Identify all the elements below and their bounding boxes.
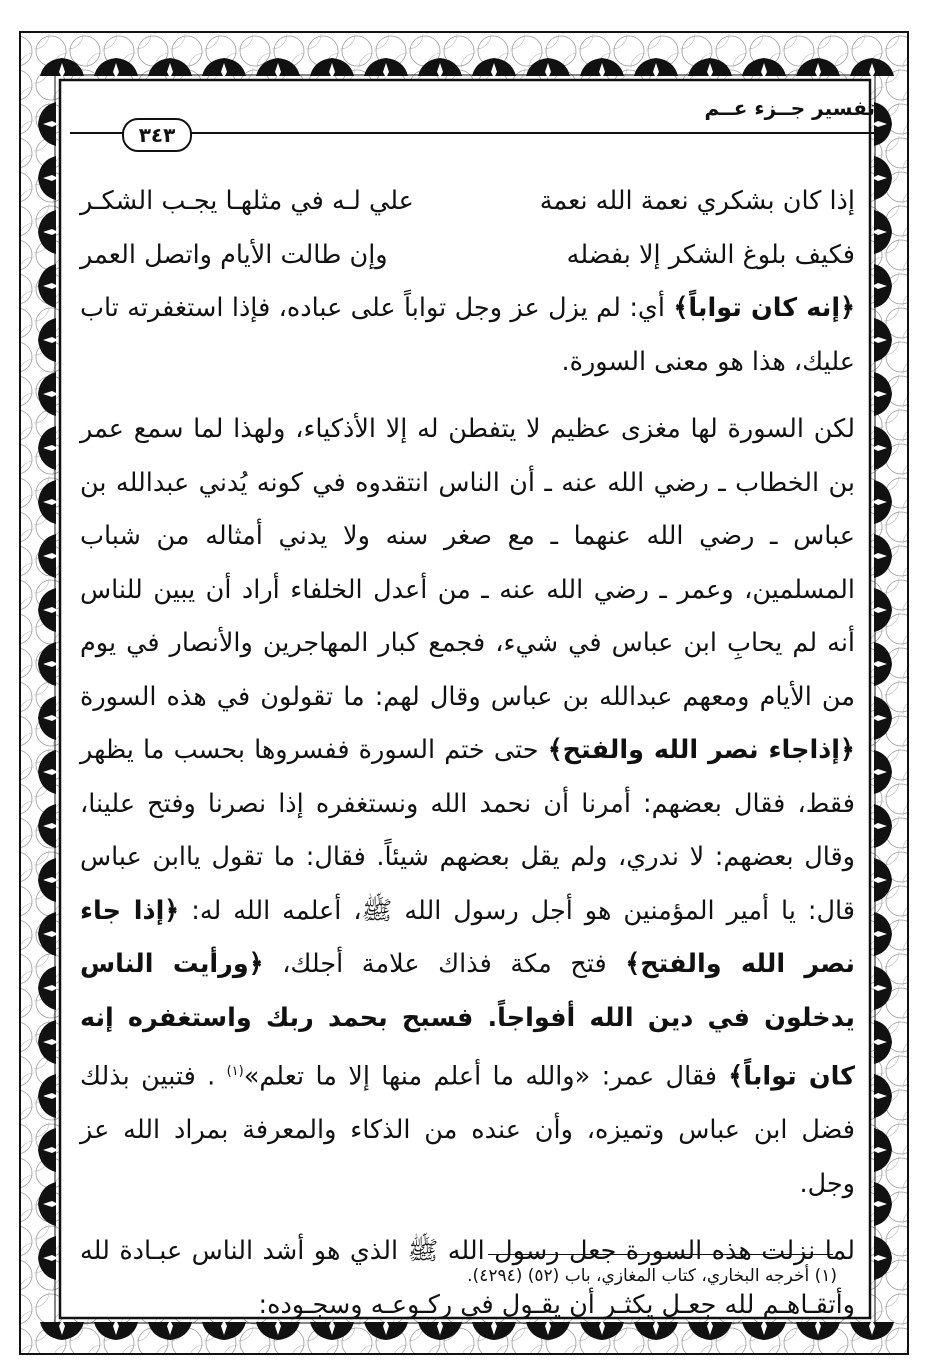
- quran-quote: ﴿ورأيت الناس يدخلون في دين الله أفواجاً. فسبح بحمد ربك واستغفره إنه كان تواباً﴾: [80, 949, 855, 1092]
- quran-quote: ﴿إذا جاء نصر الله والفتح﴾: [80, 895, 855, 979]
- paragraph-text: لما نزلت هذه السورة جعل رسول الله ﷺ الذي هو أشد الناس عبـادة لله وأتقـاهـم لله جعـل يكثـر أن يقـول في ركـوعـه وسجـوده:: [80, 1236, 855, 1320]
- poem-hemistich: علي لـه في مثلهـا يجـب الشكـر: [80, 186, 414, 216]
- paragraph-text: فتح مكة فذاك علامة أجلك،: [263, 949, 626, 979]
- quran-quote: ﴿إذاجاء نصر الله والفتح﴾: [547, 735, 855, 765]
- quran-quote: ﴿إنه كان تواباً﴾: [673, 293, 856, 323]
- page-body: [80, 175, 855, 1332]
- paragraph: [80, 282, 855, 389]
- footnote: (١) أخرجه البخاري، كتاب المغازي، باب (٥٢) (٤٢٩٤).: [467, 1266, 837, 1286]
- paragraph-text: لكن السورة لها مغزى عظيم لا يتفطن له إلا الأذكياء، ولهذا لما سمع عمر بن الخطاب ـ رضي الله عنه ـ أن الناس انتقدوه في كونه يُدني عبدالله بن عباس ـ رضي الله عنهما ـ مع صغر سنه ولا يدني أمثاله من شباب المسلمين، وعمر ـ رضي الله عنه ـ من أعدل الخلفاء أراد أن يبين للناس أنه لم يحابِ ابن عباس في شيء، فجمع كبار المهاجرين والأنصار في يوم من الأيام ومعهم عبدالله بن عباس وقال لهم: ما تقولون في هذه السورة: [80, 414, 855, 712]
- footnote-rule: [488, 1254, 833, 1255]
- footnote-ref: (١): [226, 1064, 244, 1079]
- poem-line: [80, 175, 855, 229]
- page-number: ٣٤٣: [122, 118, 192, 152]
- paragraph-text: حتى ختم السورة ففسروها بحسب ما يظهر فقط، فقال بعضهم: أمرنا أن نحمد الله ونستغفره إذا نصرنا وفتح علينا، وقال بعضهم: لا ندري، ولم يقل بعضهم شيئاً. فقال: ما تقول ياابن عباس قال: يا أمير المؤمنين هو أجل رسول الله ﷺ، أعلمه الله له:: [80, 735, 855, 926]
- paragraph: [80, 403, 855, 1211]
- poem-hemistich: فكيف بلوغ الشكر إلا بفضله: [566, 239, 855, 270]
- paragraph-text: . فتبين بذلك فضل ابن عباس وتميزه، وأن عنده من الذكاء والمعرفة بمراد الله عز وجل.: [80, 1061, 855, 1199]
- paragraph-text: أي: لم يزل عز وجل تواباً على عباده، فإذا استغفرته تاب عليك، هذا هو معنى السورة.: [80, 293, 855, 377]
- paragraph-text: فقال عمر: «والله ما أعلم منها إلا ما تعلم»: [243, 1061, 729, 1092]
- poem-hemistich: وإن طالت الأيام واتصل العمر: [80, 239, 388, 270]
- poem-hemistich: إذا كان بشكري نعمة الله نعمة: [539, 186, 855, 216]
- poem-line: [80, 229, 855, 283]
- book-title: تفسير جــزء عــم: [704, 96, 875, 120]
